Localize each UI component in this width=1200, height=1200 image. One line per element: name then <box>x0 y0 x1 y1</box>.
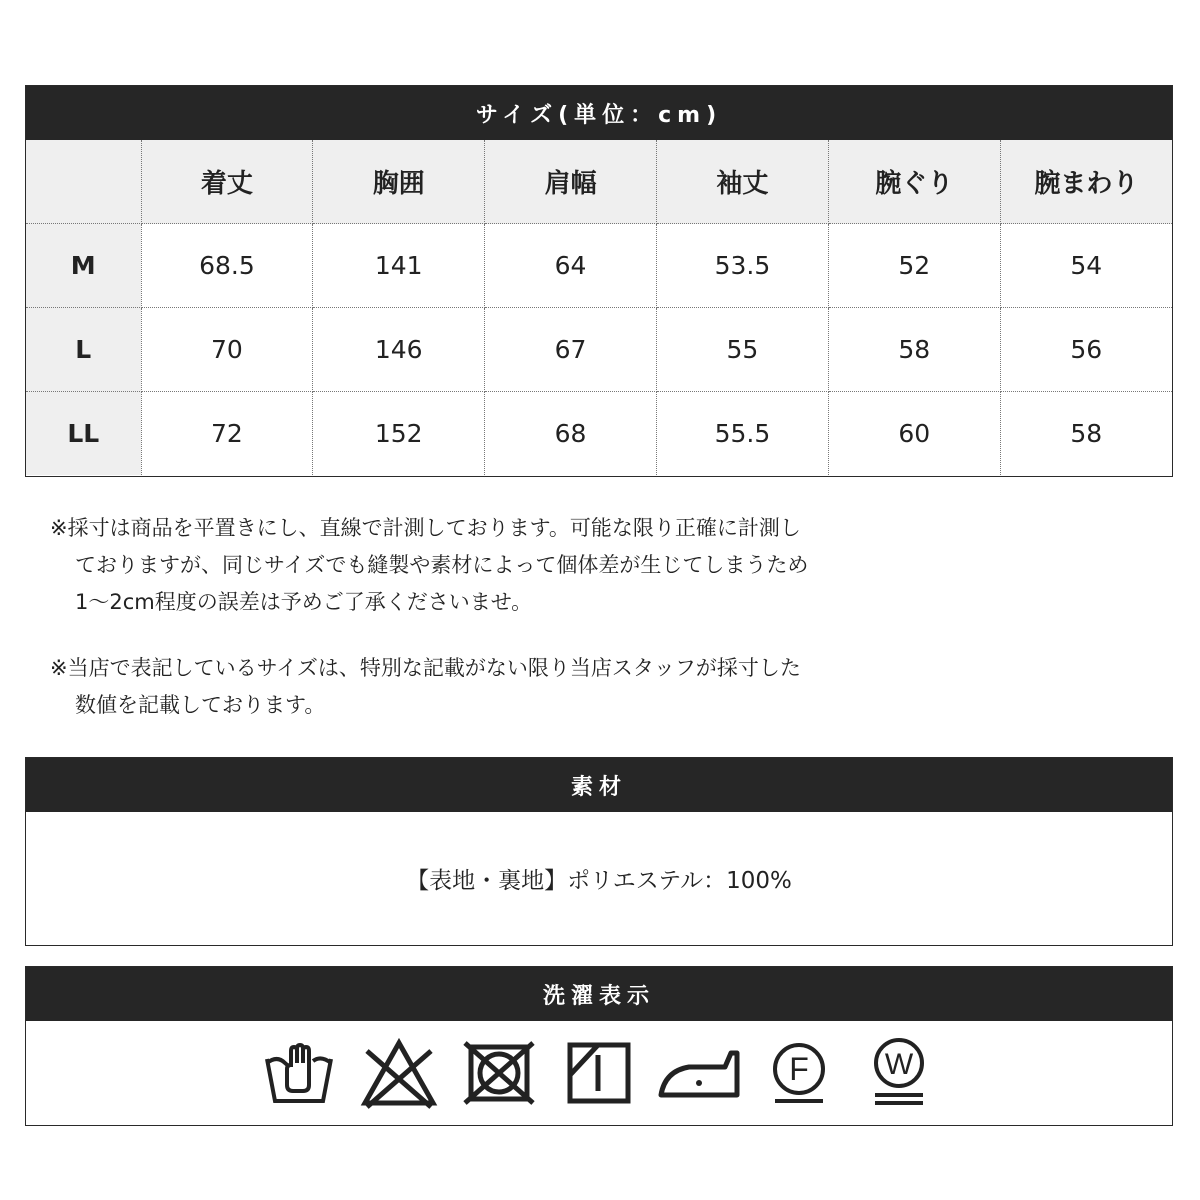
table-cell: 60 <box>828 392 1000 476</box>
material-section-title: 素材 <box>26 758 1172 812</box>
table-cell: 70 <box>141 308 313 392</box>
note-line: ※当店で表記しているサイズは、特別な記載がない限り当店スタッフが採寸した <box>50 656 801 680</box>
line-dry-shade-icon <box>549 1033 649 1113</box>
table-cell: 152 <box>313 392 485 476</box>
table-cell: 58 <box>1000 392 1172 476</box>
table-cell: 58 <box>828 308 1000 392</box>
column-header-length: 着丈 <box>141 140 313 224</box>
wet-clean-w-icon <box>849 1033 949 1113</box>
table-cell: 68.5 <box>141 224 313 308</box>
hand-wash-icon <box>249 1033 349 1113</box>
column-header-arm-circumference: 腕まわり <box>1000 140 1172 224</box>
table-cell: 52 <box>828 224 1000 308</box>
note-line: 1〜2cm程度の誤差は予めご了承くださいませ。 <box>75 590 533 614</box>
column-header-shoulder: 肩幅 <box>485 140 657 224</box>
table-cell: 56 <box>1000 308 1172 392</box>
size-table <box>26 140 1172 475</box>
column-header-chest: 胸囲 <box>313 140 485 224</box>
size-section <box>25 85 1173 477</box>
note-line: ※採寸は商品を平置きにし、直線で計測しております。可能な限り正確に計測し <box>50 516 801 540</box>
dry-clean-letter: F <box>789 1051 809 1087</box>
laundry-section-title: 洗濯表示 <box>26 967 1172 1021</box>
no-bleach-icon <box>349 1033 449 1113</box>
table-cell: 64 <box>485 224 657 308</box>
row-header-size: L <box>26 308 141 392</box>
table-cell: 141 <box>313 224 485 308</box>
size-section-title: サイズ(単位：cm) <box>26 86 1172 140</box>
table-row <box>26 308 1172 392</box>
laundry-section <box>25 966 1173 1126</box>
row-header-size: LL <box>26 392 141 476</box>
table-cell: 55 <box>656 308 828 392</box>
note-line: ておりますが、同じサイズでも縫製や素材によって個体差が生じてしまうため <box>75 553 809 577</box>
size-source-note <box>50 650 1050 724</box>
dry-clean-f-icon <box>749 1033 849 1113</box>
table-cell: 54 <box>1000 224 1172 308</box>
care-icons-row <box>26 1021 1172 1125</box>
table-cell: 53.5 <box>656 224 828 308</box>
table-cell: 72 <box>141 392 313 476</box>
iron-low-icon <box>649 1033 749 1113</box>
material-section <box>25 757 1173 946</box>
no-tumble-dry-icon <box>449 1033 549 1113</box>
note-line: 数値を記載しております。 <box>75 693 326 717</box>
table-cell: 55.5 <box>656 392 828 476</box>
table-row <box>26 224 1172 308</box>
measurement-note <box>50 510 1050 621</box>
table-cell: 67 <box>485 308 657 392</box>
column-header-armhole: 腕ぐり <box>828 140 1000 224</box>
row-header-size: M <box>26 224 141 308</box>
wet-clean-letter: W <box>884 1048 914 1081</box>
table-cell: 68 <box>485 392 657 476</box>
table-cell: 146 <box>313 308 485 392</box>
table-row <box>26 392 1172 476</box>
table-corner-cell <box>26 140 141 224</box>
material-text: 【表地・裏地】ポリエステル：100% <box>406 868 792 894</box>
table-header-row <box>26 140 1172 224</box>
column-header-sleeve: 袖丈 <box>656 140 828 224</box>
